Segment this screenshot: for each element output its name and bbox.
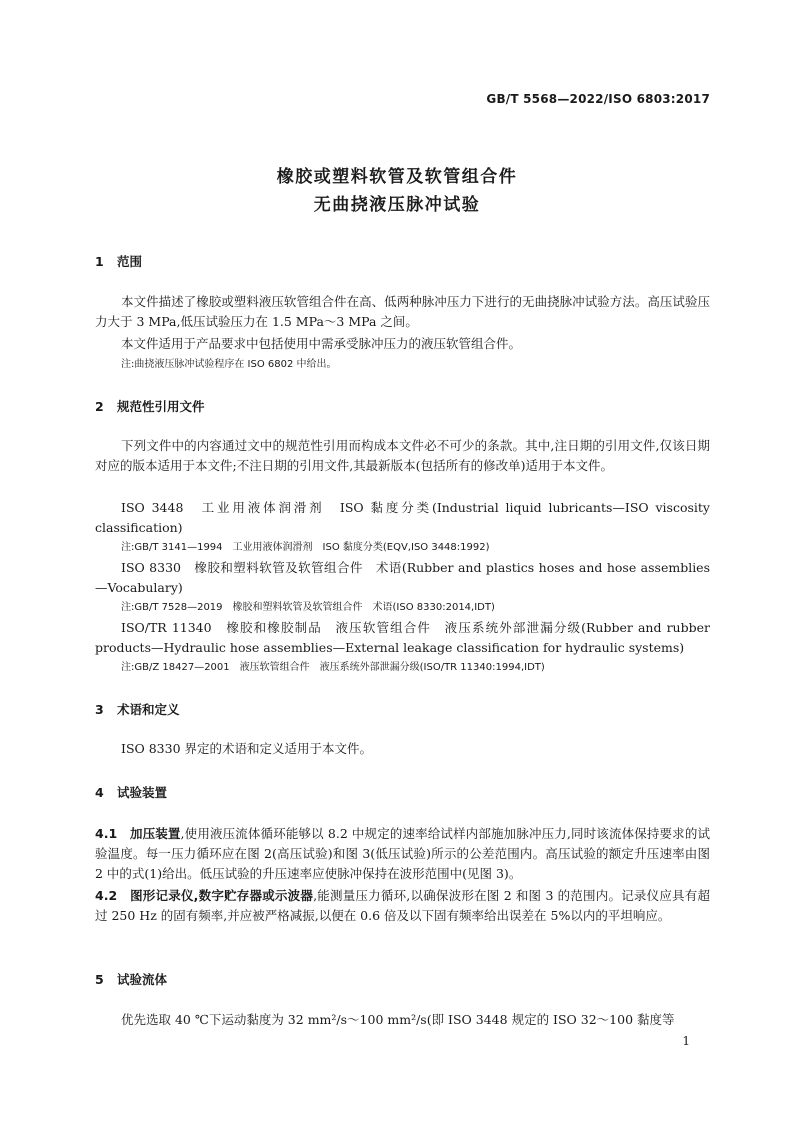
normative-ref-iso-tr11340: ISO/TR 11340 橡胶和橡胶制品 液压软管组合件 液压系统外部泄漏分级(Rubber and rubber products—Hydraulic hose assemblies—External leakage classification for hydraulic systems)	[95, 620, 710, 655]
clause-number: 4.1	[95, 826, 118, 841]
section-number: 4	[95, 785, 104, 800]
section-number: 5	[95, 972, 104, 987]
scope-paragraph-2: 本文件适用于产品要求中包括使用中需承受脉冲压力的液压软管组合件。	[121, 336, 522, 351]
document-title-line2: 无曲挠液压脉冲试验	[313, 195, 481, 215]
scope-note: 注:曲挠液压脉冲试验程序在 ISO 6802 中给出。	[121, 359, 337, 370]
section-title: 试验装置	[117, 785, 168, 800]
normative-ref-iso8330: ISO 8330 橡胶和塑料软管及软管组合件 术语(Rubber and plastics hoses and hose assemblies—Vocabulary)	[95, 560, 710, 595]
section-number: 2	[95, 399, 104, 414]
section-title: 规范性引用文件	[117, 399, 205, 414]
section-4-heading	[95, 783, 167, 801]
normative-note-1: 注:GB/T 3141—1994 工业用液体润滑剂 ISO 黏度分类(EQV,ISO 3448:1992)	[121, 542, 490, 553]
document-title-line1: 橡胶或塑料软管及软管组合件	[276, 167, 518, 187]
clause-text: ,使用液压流体循环能够以 8.2 中规定的速率给试样内部施加脉冲压力,同时该流体保持要求的试验温度。每一压力循环应在图 2(高压试验)和图 3(低压试验)所示的公差范围内。高压试验的额定升压速率由图 2 中的式(1)给出。低压试验的升压速率应使脉冲保持在波形范围中(见图 3)。	[95, 826, 710, 881]
section-5-heading	[95, 970, 167, 988]
normative-ref-iso3448: ISO 3448 工业用液体润滑剂 ISO 黏度分类(Industrial liquid lubricants—ISO viscosity classification)	[95, 500, 710, 535]
scope-paragraph-1: 本文件描述了橡胶或塑料液压软管组合件在高、低两种脉冲压力下进行的无曲挠脉冲试验方法。高压试验压力大于 3 MPa,低压试验压力在 1.5 MPa～3 MPa 之间。	[95, 294, 710, 329]
fluid-paragraph: 优先选取 40 ℃下运动黏度为 32 mm²/s～100 mm²/s(即 ISO 3448 规定的 ISO 32～100 黏度等	[121, 1012, 675, 1027]
section-title: 术语和定义	[117, 702, 180, 717]
section-3-heading	[95, 700, 180, 718]
clause-text: ,能测量压力循环,以确保波形在图 2 和图 3 的范围内。记录仪应具有超过 250 Hz 的固有频率,并应被严格减振,以便在 0.6 倍及以下固有频率给出误差在 5%以内的平坦响应。	[95, 888, 710, 923]
normative-intro: 下列文件中的内容通过文中的规范性引用而构成本文件必不可少的条款。其中,注日期的引用文件,仅该日期对应的版本适用于本文件;不注日期的引用文件,其最新版本(包括所有的修改单)适用于本文件。	[95, 438, 710, 473]
section-1-heading	[95, 252, 142, 270]
section-title: 试验流体	[117, 972, 168, 987]
standard-code-header: GB/T 5568—2022/ISO 6803:2017	[486, 92, 710, 106]
normative-note-2: 注:GB/T 7528—2019 橡胶和塑料软管及软管组合件 术语(ISO 8330:2014,IDT)	[121, 602, 495, 613]
clause-number: 4.2	[95, 888, 118, 903]
clause-title: 图形记录仪,数字贮存器或示波器	[130, 888, 314, 903]
section-2-heading	[95, 397, 205, 415]
section-number: 1	[95, 254, 104, 269]
normative-note-3: 注:GB/Z 18427—2001 液压软管组合件 液压系统外部泄漏分级(ISO/TR 11340:1994,IDT)	[121, 662, 545, 673]
clause-title: 加压装置	[129, 826, 181, 841]
page-number: 1	[682, 1034, 690, 1048]
section-number: 3	[95, 702, 104, 717]
terms-paragraph: ISO 8330 界定的术语和定义适用于本文件。	[121, 741, 373, 756]
clause-4-1	[95, 824, 710, 884]
clause-4-2	[95, 886, 710, 926]
section-title: 范围	[117, 254, 143, 269]
